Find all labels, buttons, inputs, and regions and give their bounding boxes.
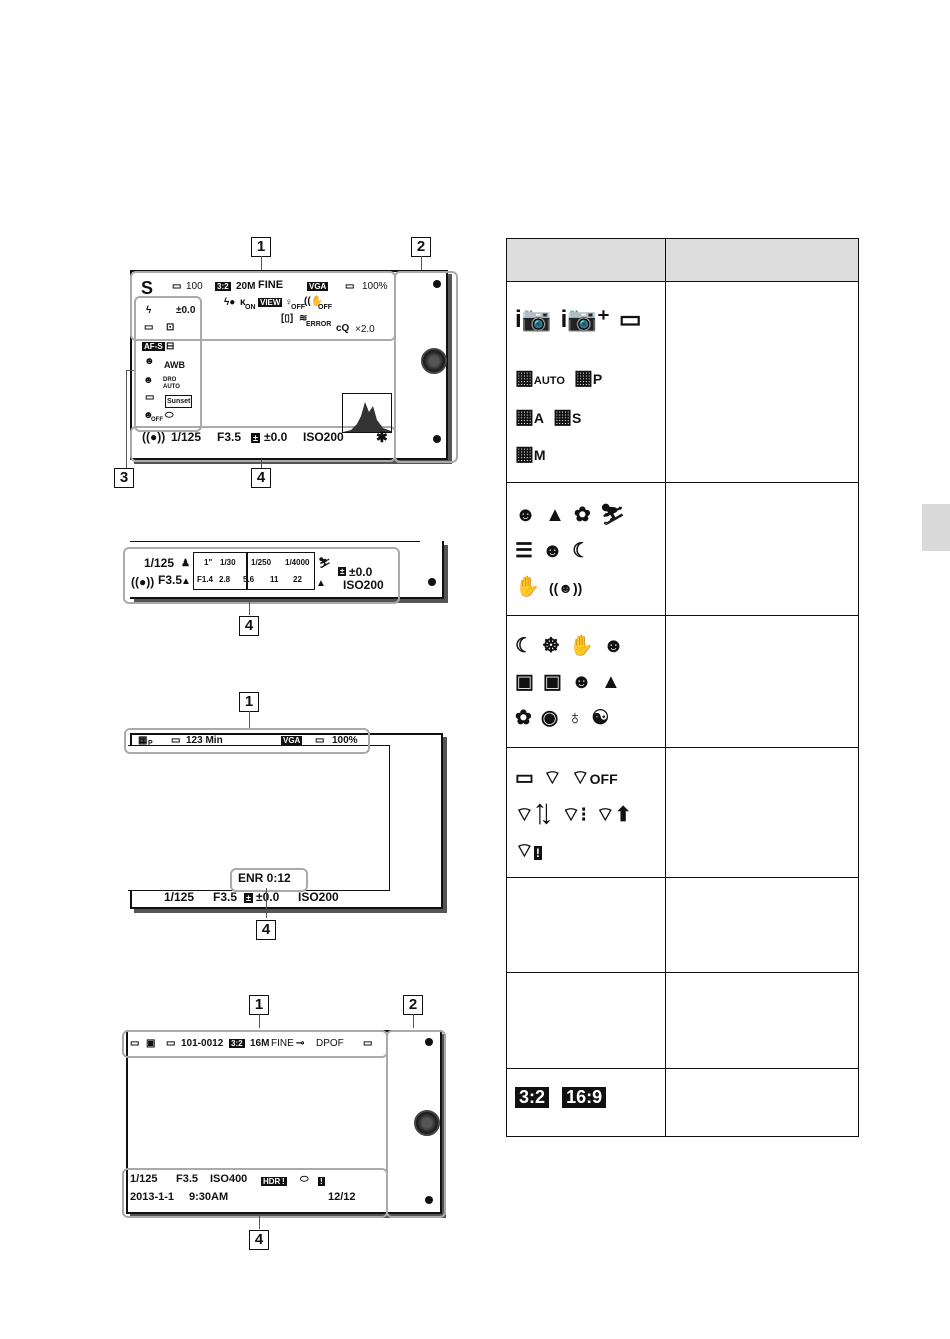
protect-view-icon: ▣: [146, 1038, 156, 1049]
leader-line: [413, 1014, 414, 1028]
movie-mode-icon: ▦: [138, 735, 148, 746]
zoom-icon: cQ: [336, 323, 350, 334]
wifi-error-icon: ⌔ !: [515, 840, 540, 862]
table-row: [507, 483, 859, 616]
shots-remaining: 100: [186, 281, 203, 292]
callout-3: 3: [114, 468, 134, 488]
recording-time: 123 Min: [186, 735, 223, 746]
table-row: [507, 282, 859, 483]
exposure-icon: ±: [246, 893, 251, 903]
af-mode-icon: AF-S: [144, 342, 163, 351]
table-row: [507, 973, 859, 1069]
description-cell: [666, 483, 859, 616]
portrait-icon: ☻: [570, 671, 592, 693]
macro-icon: ✿: [515, 707, 532, 729]
leader-line: [126, 370, 134, 371]
card-icon: ▭: [130, 1038, 140, 1049]
iso-value: ISO200: [303, 430, 344, 444]
aperture-value: F3.5: [213, 890, 238, 904]
icon-cell: [507, 748, 666, 878]
image-size: 16M: [250, 1038, 270, 1049]
wifi-standby-icon: ⌔⁝: [561, 804, 587, 826]
focus-area-icon: ⊟: [166, 341, 175, 352]
callout-1-playback: 1: [249, 995, 269, 1015]
metering-icon: ⊡: [166, 322, 175, 333]
icon-cell: [507, 973, 666, 1069]
wifi-transfer-icon: ⌔⇅: [515, 804, 553, 826]
aspect-ratio: [215, 281, 231, 292]
scale-bottom-3: 11: [270, 575, 279, 584]
callout-1-top: 1: [251, 237, 271, 257]
battery-icon: ▭: [363, 1038, 373, 1049]
flash-mode-icon: ϟ: [146, 305, 152, 316]
image-count: 12/12: [328, 1191, 356, 1203]
landscape-icon: ▲: [601, 671, 621, 693]
view-badge: [258, 297, 282, 308]
scale-top-3: 1/4000: [285, 558, 310, 567]
image-quality: FINE: [271, 1038, 294, 1049]
sports-icon: ⛷: [318, 558, 331, 569]
aperture-value: F3.5: [158, 573, 183, 587]
movie-a-icon: ▦A: [515, 406, 545, 428]
night-portrait-icon: ☻: [602, 635, 625, 657]
callout-4d: 4: [249, 1230, 269, 1250]
date: 2013-1-1: [130, 1191, 175, 1203]
movie-m-icon: ▦M: [515, 443, 546, 465]
aspect-ratio: [229, 1038, 245, 1049]
backlight-portrait-icon: ▣: [542, 671, 562, 693]
wifi-card-icon: ⌔: [542, 767, 562, 789]
mountain-icon: ▲: [181, 576, 191, 587]
face-detect-icon: κ: [240, 297, 246, 308]
landscape-icon: ▲: [545, 504, 565, 526]
panorama-icon: ▭: [618, 306, 642, 333]
person-icon: ♟: [181, 558, 190, 569]
on-label: ON: [245, 304, 256, 311]
callout-4b: 4: [239, 616, 259, 636]
intelligent-auto-icon: i📷: [515, 306, 552, 333]
key-icon: ⊸: [296, 1038, 305, 1049]
shutter-speed: 1/125: [171, 430, 202, 444]
exposure-icon: ±: [340, 567, 345, 576]
folder-file-number: 101-0012: [181, 1038, 224, 1049]
callout-2-top: 2: [411, 237, 431, 257]
sports-icon: ⛷: [599, 504, 626, 526]
steady-shot-scale: ((●)): [142, 430, 166, 444]
sunset-icon: ☰: [515, 540, 533, 562]
portrait-icon: ☻: [515, 504, 537, 526]
scale-bottom-2: 5.6: [243, 575, 255, 584]
white-balance: AWB: [164, 360, 185, 370]
leader-line: [266, 888, 267, 918]
handheld-night-icon: ✋: [569, 635, 594, 657]
histogram-graph: [343, 394, 391, 432]
mic-icon: ♀: [285, 297, 293, 308]
table-header-cell: [507, 239, 666, 282]
description-cell: [666, 748, 859, 878]
anti-blur-icon: ((☻)): [548, 580, 583, 596]
screen-frame-line: [130, 541, 420, 542]
night-scene-icon: ☾: [572, 540, 591, 562]
leader-line: [261, 256, 262, 271]
spotlight-icon: ◉: [540, 707, 559, 729]
battery-icon: ▭: [315, 735, 325, 746]
steady-shot-scale: ((●)): [131, 575, 155, 589]
histogram: [342, 393, 392, 433]
creative-icon: ▭: [145, 392, 155, 403]
folder-icon: ▭: [166, 1038, 176, 1049]
steady-off-label: OFF: [318, 304, 332, 311]
battery-icon: ▭: [345, 281, 355, 292]
zoom-level: ×2.0: [355, 324, 375, 335]
button-dot: [433, 280, 441, 288]
flash-icon: ϟ●: [224, 297, 236, 308]
exposure-value: ±0.0: [264, 430, 288, 444]
superior-auto-icon: i📷⁺: [560, 306, 610, 333]
handheld-night-icon: ✋: [515, 576, 540, 598]
callout-4c: 4: [256, 920, 276, 940]
exposure-value: ±0.0: [349, 565, 373, 579]
movie-mode-letter: P: [148, 740, 153, 747]
image-size: 20M: [236, 281, 256, 292]
control-wheel: [421, 348, 447, 374]
icon-cell: [507, 282, 666, 483]
scale-bottom-4: 22: [293, 575, 302, 584]
database-icon: ≋: [299, 313, 308, 324]
night-portrait-icon: ☻: [542, 540, 564, 562]
time: 9:30AM: [189, 1191, 229, 1203]
callout-4: 4: [251, 468, 271, 488]
enr-time: ENR 0:12: [238, 871, 291, 885]
card-icon: ▭: [172, 281, 182, 292]
backlight-icon: ▣: [515, 671, 534, 693]
leader-line: [259, 1014, 260, 1028]
wifi-upload-icon: ⌔⬆: [595, 804, 632, 826]
icon-cell: [507, 878, 666, 973]
aspect-16-9-icon: 16:9: [562, 1087, 606, 1108]
button-dot: [425, 1038, 433, 1046]
leader-line: [421, 256, 422, 271]
picture-effect-icon: ☻: [143, 410, 154, 421]
mic-off-label: OFF: [291, 304, 305, 311]
description-cell: [666, 878, 859, 973]
aspect-3-2-icon: 3:2: [515, 1087, 549, 1108]
table-header-cell: [666, 239, 859, 282]
control-wheel: [414, 1110, 440, 1136]
image-quality: FINE: [258, 279, 284, 291]
button-dot: [425, 1196, 433, 1204]
steady-shot-icon: ((✋: [304, 296, 324, 307]
scale-bottom-1: 2.8: [219, 575, 231, 584]
movie-size: [307, 281, 328, 292]
macro-icon: ✿: [573, 504, 591, 526]
dro-value: DRO AUTO: [163, 377, 180, 390]
icon-cell: [507, 616, 666, 748]
exposure-icon: ±: [253, 433, 258, 443]
movie-p-icon: ▦P: [573, 367, 603, 389]
leader-line: [249, 601, 250, 615]
callout-2-playback: 2: [403, 995, 423, 1015]
table-row: [507, 878, 859, 973]
scale-top-0: 1": [204, 558, 213, 567]
callout-1-movie: 1: [239, 692, 259, 712]
view-label: VIEW: [260, 298, 281, 307]
warning-icon: !: [282, 1177, 285, 1186]
shutter-speed: 1/125: [164, 890, 195, 904]
hdr-label: HDR: [263, 1177, 281, 1186]
chapter-side-tab: [922, 504, 950, 551]
iso-value: ISO200: [343, 578, 384, 592]
effect-off-label: OFF: [151, 417, 163, 423]
wifi-off-icon: ⌔OFF: [570, 767, 618, 789]
dpof-label: DPOF: [316, 1038, 344, 1049]
low-light-icon: ♁: [567, 707, 583, 729]
aspect-ratio-badge: 3:2: [231, 1039, 243, 1048]
leader-line: [249, 711, 250, 728]
icon-reference-table: [506, 238, 859, 1137]
night-scene-icon: ☾: [515, 635, 533, 657]
table-row: [507, 748, 859, 878]
memory-icon: [▯]: [281, 313, 294, 324]
leader-line: [259, 1215, 260, 1229]
movie-s-icon: ▦S: [553, 406, 582, 428]
movie-size-badge: VGA: [283, 736, 301, 745]
battery-level: 100%: [332, 735, 358, 746]
leader-line: [126, 370, 127, 468]
scale-bottom-0: F1.4: [197, 575, 214, 584]
description-cell: [666, 282, 859, 483]
button-dot: [428, 578, 436, 586]
aperture-value: F3.5: [176, 1173, 199, 1185]
shutter-speed: 1/125: [130, 1173, 158, 1185]
iso-value: ISO200: [298, 890, 339, 904]
creative-style: Sunset: [165, 395, 192, 408]
scale-top-2: 1/250: [251, 558, 272, 567]
table-header-row: [507, 239, 859, 282]
drive-mode-icon: ▭: [144, 322, 154, 333]
tripod-night-icon: ☸: [542, 635, 560, 657]
table-row: [507, 616, 859, 748]
scale-top-1: 1/30: [220, 558, 236, 567]
flash-comp-value: ±0.0: [176, 305, 196, 316]
infant-icon: ☯: [591, 707, 610, 729]
button-dot: [433, 435, 441, 443]
shutter-speed: 1/125: [144, 556, 175, 570]
smile-icon: ☻: [143, 375, 154, 386]
aspect-ratio-badge: 3:2: [217, 282, 229, 291]
icon-cell: [507, 483, 666, 616]
mode-indicator: S: [141, 278, 154, 298]
card-icon: ▭: [171, 735, 181, 746]
error-label: ERROR: [306, 321, 332, 328]
movie-auto-icon: ▦AUTO: [515, 367, 565, 389]
warning-icon: !: [320, 1177, 323, 1186]
movie-size-badge: VGA: [309, 282, 327, 291]
iso-value: ISO400: [210, 1173, 248, 1185]
landscape-icon: ▲: [316, 578, 326, 589]
aperture-value: F3.5: [217, 430, 242, 444]
exposure-value: ±0.0: [256, 890, 280, 904]
description-cell: [666, 616, 859, 748]
icon-cell: [507, 1069, 666, 1137]
movie-size: [281, 735, 302, 746]
card-icon: ▭: [515, 767, 534, 789]
picture-effect-icon: ⬭: [300, 1174, 309, 1185]
battery-level: 100%: [362, 281, 388, 292]
description-cell: [666, 1069, 859, 1137]
ae-lock-icon: ✱: [376, 429, 388, 445]
toy-camera-icon: ⬭: [165, 410, 174, 421]
description-cell: [666, 973, 859, 1069]
table-row: [507, 1069, 859, 1137]
face-icon: ☻: [144, 356, 155, 367]
